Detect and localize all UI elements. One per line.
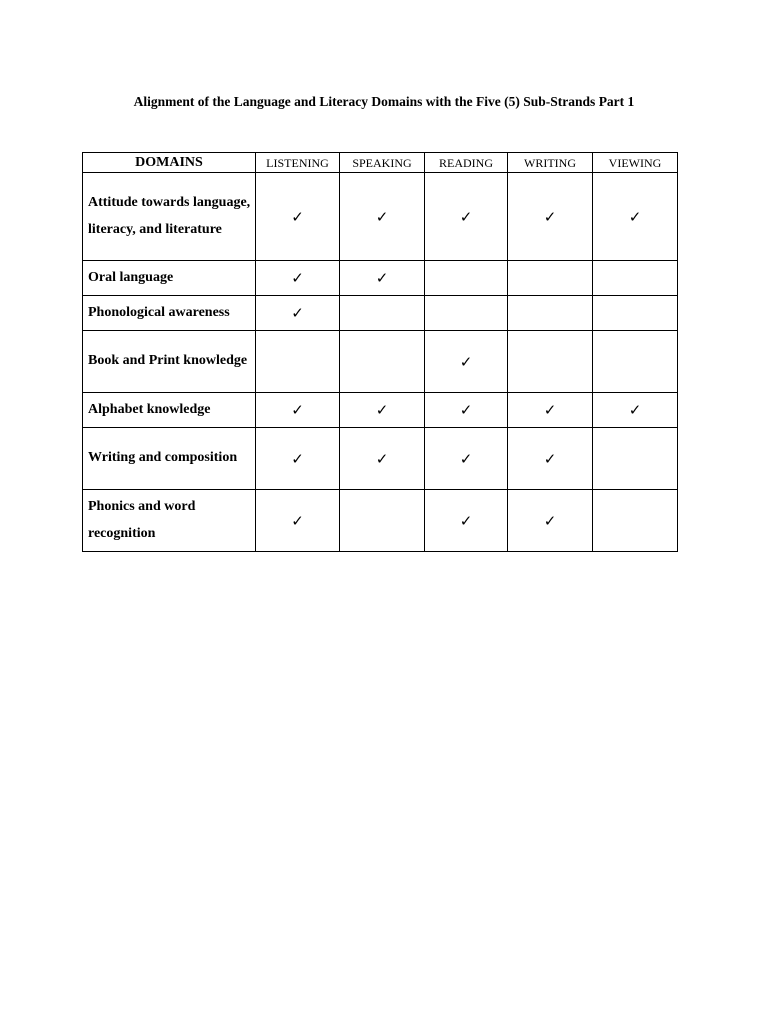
header-speaking: SPEAKING (340, 153, 425, 173)
writing-check: ✓ (508, 428, 593, 490)
writing-check: ✓ (508, 490, 593, 552)
table-row (83, 393, 678, 428)
reading-check: ✓ (425, 393, 508, 428)
speaking-check: ✓ (340, 173, 425, 261)
table-row (83, 428, 678, 490)
speaking-check (340, 490, 425, 552)
table-row (83, 490, 678, 552)
domain-name: Oral language (83, 261, 256, 296)
domain-name: Alphabet knowledge (83, 393, 256, 428)
domain-name: Book and Print knowledge (83, 331, 256, 393)
speaking-check: ✓ (340, 393, 425, 428)
viewing-check: ✓ (593, 173, 678, 261)
header-writing: WRITING (508, 153, 593, 173)
listening-check: ✓ (256, 296, 340, 331)
reading-check: ✓ (425, 331, 508, 393)
speaking-check (340, 331, 425, 393)
writing-check (508, 331, 593, 393)
document-title: Alignment of the Language and Literacy Domains with the Five (5) Sub-Strands Part 1 (133, 94, 635, 109)
domains-table (82, 152, 678, 552)
domain-name: Writing and composition (83, 428, 256, 490)
header-listening: LISTENING (256, 153, 340, 173)
table-header-row (83, 153, 678, 173)
viewing-check (593, 490, 678, 552)
viewing-check (593, 331, 678, 393)
speaking-check: ✓ (340, 261, 425, 296)
header-viewing: VIEWING (593, 153, 678, 173)
viewing-check: ✓ (593, 393, 678, 428)
speaking-check: ✓ (340, 428, 425, 490)
listening-check: ✓ (256, 261, 340, 296)
domain-name: Attitude towards language, literacy, and literature (83, 173, 256, 261)
viewing-check (593, 428, 678, 490)
listening-check: ✓ (256, 393, 340, 428)
writing-check (508, 296, 593, 331)
listening-check (256, 331, 340, 393)
writing-check (508, 261, 593, 296)
speaking-check (340, 296, 425, 331)
table-row (83, 261, 678, 296)
header-domains: DOMAINS (83, 153, 256, 173)
domain-name: Phonics and word recognition (83, 490, 256, 552)
domain-name: Phonological awareness (83, 296, 256, 331)
reading-check: ✓ (425, 490, 508, 552)
reading-check (425, 261, 508, 296)
header-reading: READING (425, 153, 508, 173)
viewing-check (593, 261, 678, 296)
table-row (83, 173, 678, 261)
table-row (83, 331, 678, 393)
listening-check: ✓ (256, 173, 340, 261)
viewing-check (593, 296, 678, 331)
writing-check: ✓ (508, 173, 593, 261)
table-row (83, 296, 678, 331)
reading-check (425, 296, 508, 331)
listening-check: ✓ (256, 428, 340, 490)
listening-check: ✓ (256, 490, 340, 552)
reading-check: ✓ (425, 428, 508, 490)
writing-check: ✓ (508, 393, 593, 428)
reading-check: ✓ (425, 173, 508, 261)
